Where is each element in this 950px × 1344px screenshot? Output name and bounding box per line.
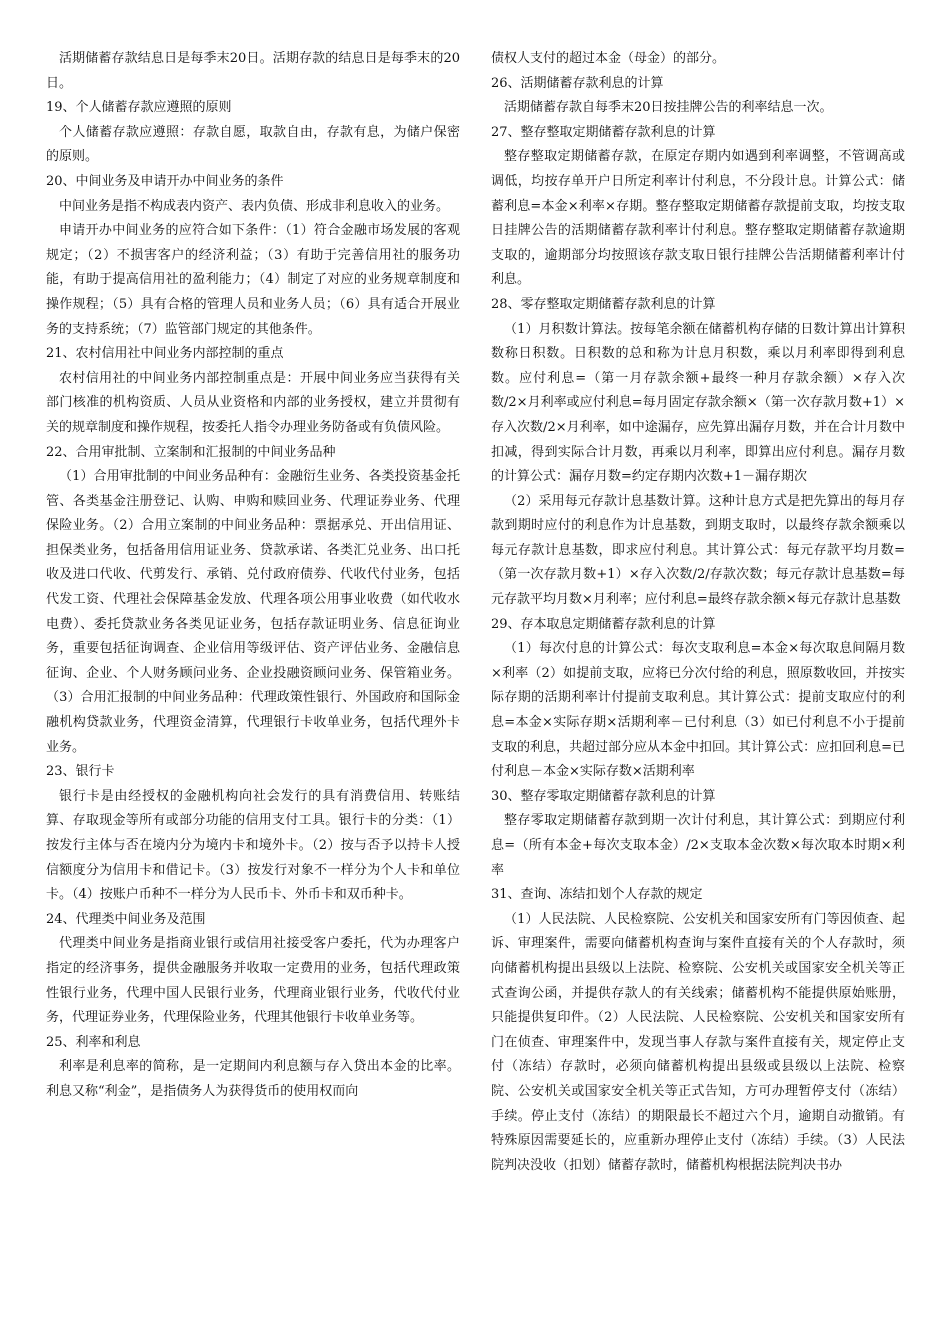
body-paragraph: （1）人民法院、人民检察院、公安机关和国家安所有门等因侦查、起诉、审理案件，需要向储蓄机构查询与案件直接有关的个人存款时，须向储蓄机构提出县级以上法院、检察院、公安机关或国家安全机关等正式查询公函，并提供存款人的有关线索；储蓄机构不能提供原始账册，只能提供复印件。（2）人民法院、人民检察院、公安机关和国家安所有门在侦查、审理案件中，发现当事人存款与案件直接有关，规定停止支付（冻结）存款时，必须向储蓄机构提出县级或县级以上法院、检察院、公安机关或国家安全机关等正式告知，方可办理暂停支付（冻结）手续。停止支付（冻结）的期限最长不超过六个月，逾期自动撤销。有特殊原因需要延长的，应重新办理停止支付（冻结）手续。（3）人民法院判决没收（扣划）储蓄存款时，储蓄机构根据法院判决书办 (491, 911, 905, 1173)
continued-paragraph: 债权人支付的超过本金（母金）的部分。 (491, 51, 726, 66)
body-paragraph: 利率是利息率的简称，是一定期间内利息额与存入贷出本金的比率。利息又称“利金”，是指债务人为获得货币的使用权而向 (46, 1059, 460, 1099)
body-paragraph: 中间业务是指不构成表内资产、表内负债、形成非利息收入的业务。 (59, 198, 450, 214)
right-column (491, 47, 905, 1178)
body-paragraph: 农村信用社的中间业务内部控制重点是：开展中间业务应当获得有关部门核准的机构资质、人员从业资格和内部的业务授权，建立并贯彻有关的规章制度和操作规程，按委托人指令办理业务防备或有负债风险。 (46, 370, 460, 435)
section-heading: 26、活期储蓄存款利息的计算 (491, 75, 664, 91)
body-paragraph: （1）合用审批制的中间业务品种有：金融衍生业务、各类投资基金托管、各类基金注册登记、认购、申购和赎回业务、代理证券业务、代理保险业务。（2）合用立案制的中间业务品种：票据承兑、开出信用证、担保类业务，包括备用信用证业务、贷款承诺、各类汇兑业务、出口托收及进口代收、代剪发行、承销、兑付政府债券、代收代付业务，包括代发工资、代理社会保障基金发放、代理各项公用事业收费（如代收水电费）、委托贷款业务各类见证业务，包括存款证明业务、信息征询业务，重要包括征询调查、企业信用等级评估、资产评估业务、金融信息征询、企业、个人财务顾问业务、企业投融资顾问业务、保管箱业务。（3）合用汇报制的中间业务品种：代理政策性银行、外国政府和国际金融机构贷款业务，代理资金清算，代理银行卡收单业务，包括代理外卡业务。 (46, 469, 460, 755)
section-heading: 22、合用审批制、立案制和汇报制的中间业务品种 (46, 444, 336, 460)
section-heading: 19、个人储蓄存款应遵照的原则 (46, 100, 232, 116)
section-heading: 23、银行卡 (46, 764, 115, 780)
section-heading: 21、农村信用社中间业务内部控制的重点 (46, 346, 284, 362)
body-paragraph: 整存整取定期储蓄存款，在原定存期内如遇到利率调整，不管调高或调低，均按存单开户日所定利率计付利息，不分段计息。计算公式：储蓄利息=本金×利率×存期。整存整取定期储蓄存款提前支取，均按支取日挂牌公告的活期储蓄存款利率计付利息。整存整取定期储蓄存款逾期支取的，逾期部分均按照该存款支取日银行挂牌公告活期储蓄利率计付利息。 (491, 149, 905, 288)
section-heading: 20、中间业务及申请开办中间业务的条件 (46, 173, 284, 189)
section-heading: 31、查询、冻结扣划个人存款的规定 (491, 887, 703, 903)
section-heading: 24、代理类中间业务及范围 (46, 911, 206, 927)
body-paragraph: （2）采用每元存款计息基数计算。这种计息方式是把先算出的每月存款到期时应付的利息作为计息基数，到期支取时，以最终存款余额乘以每元存款计息基数，即求应付利息。其计算公式：每元存款平均月数=（第一次存款月数+1）×存入次数/2/存款次数；每元存款计息基数=每元存款平均月数×月利率；应付利息=最终存款余额×每元存款计息基数 (491, 493, 905, 608)
body-paragraph: 整存零取定期储蓄存款到期一次计付利息，其计算公式：到期应付利息=（所有本金+每次支取本金）/2×支取本金次数×每次取本时期×利率 (491, 813, 905, 878)
body-paragraph: 银行卡是由经授权的金融机构向社会发行的具有消费信用、转账结算、存取现金等所有或部分功能的信用支付工具。银行卡的分类：（1）按发行主体与否在境内分为境内卡和境外卡。（2）按与否予以持卡人授信额度分为信用卡和借记卡。（3）按发行对象不一样分为个人卡和单位卡。（4）按账户币种不一样分为人民币卡、外币卡和双币种卡。 (46, 788, 460, 903)
section-heading: 25、利率和利息 (46, 1034, 141, 1050)
body-paragraph: （1）每次付息的计算公式：每次支取利息=本金×每次取息间隔月数×利率（2）如提前支取，应将已分次付给的利息，照原数收回，并按实际存期的活期利率计付提前支取利息。其计算公式：提前支取应付的利息=本金×实际存期×活期利率－已付利息（3）如已付利息不小于提前支取的利息，共超过部分应从本金中扣回。其计算公式：应扣回利息=已付利息－本金×实际存数×活期利率 (491, 641, 905, 780)
left-column (46, 47, 460, 1105)
section-heading: 28、零存整取定期储蓄存款利息的计算 (491, 296, 716, 312)
section-heading: 29、存本取息定期储蓄存款利息的计算 (491, 616, 716, 632)
body-paragraph: 申请开办中间业务的应符合如下条件：（1）符合金融市场发展的客观规定；（2）不损害客户的经济利益；（3）有助于完善信用社的服务功能，有助于提高信用社的盈利能力；（4）制定了对应的业务规章制度和操作规程；（5）具有合格的管理人员和业务人员；（6）具有适合开展业务的支持系统；（7）监管部门规定的其他条件。 (46, 223, 460, 337)
section-heading: 30、整存零取定期储蓄存款利息的计算 (491, 788, 716, 804)
section-heading: 27、整存整取定期储蓄存款利息的计算 (491, 124, 716, 140)
body-paragraph: 活期储蓄存款自每季末20日按挂牌公告的利率结息一次。 (504, 100, 833, 116)
body-paragraph: 代理类中间业务是指商业银行或信用社接受客户委托，代为办理客户指定的经济事务，提供金融服务并收取一定费用的业务，包括代理政策性银行业务，代理中国人民银行业务，代理商业银行业务，代收代付业务，代理证券业务，代理保险业务，代理其他银行卡收单业务等。 (46, 936, 460, 1026)
body-paragraph: （1）月积数计算法。按每笔余额在储蓄机构存储的日数计算出计算积数称日积数。日积数的总和称为计息月积数，乘以月利率即得到利息数。应付利息=（第一月存款余额+最终一种月存款余额）×存入次数/2×月利率或应付利息=每月固定存款余额×（第一次存款月数+1）×存入次数/2×月利率，如中途漏存，应先算出漏存月数，并在合计月数中扣减，得到实际合计月数，再乘以月利率，即算出应付利息。漏存月数的计算公式：漏存月数=约定存期内次数+1－漏存期次 (491, 321, 905, 485)
body-paragraph: 个人储蓄存款应遵照：存款自愿，取款自由，存款有息，为储户保密的原则。 (46, 124, 460, 165)
body-paragraph: 活期储蓄存款结息日是每季末20日。活期存款的结息日是每季末的20日。 (46, 51, 460, 91)
